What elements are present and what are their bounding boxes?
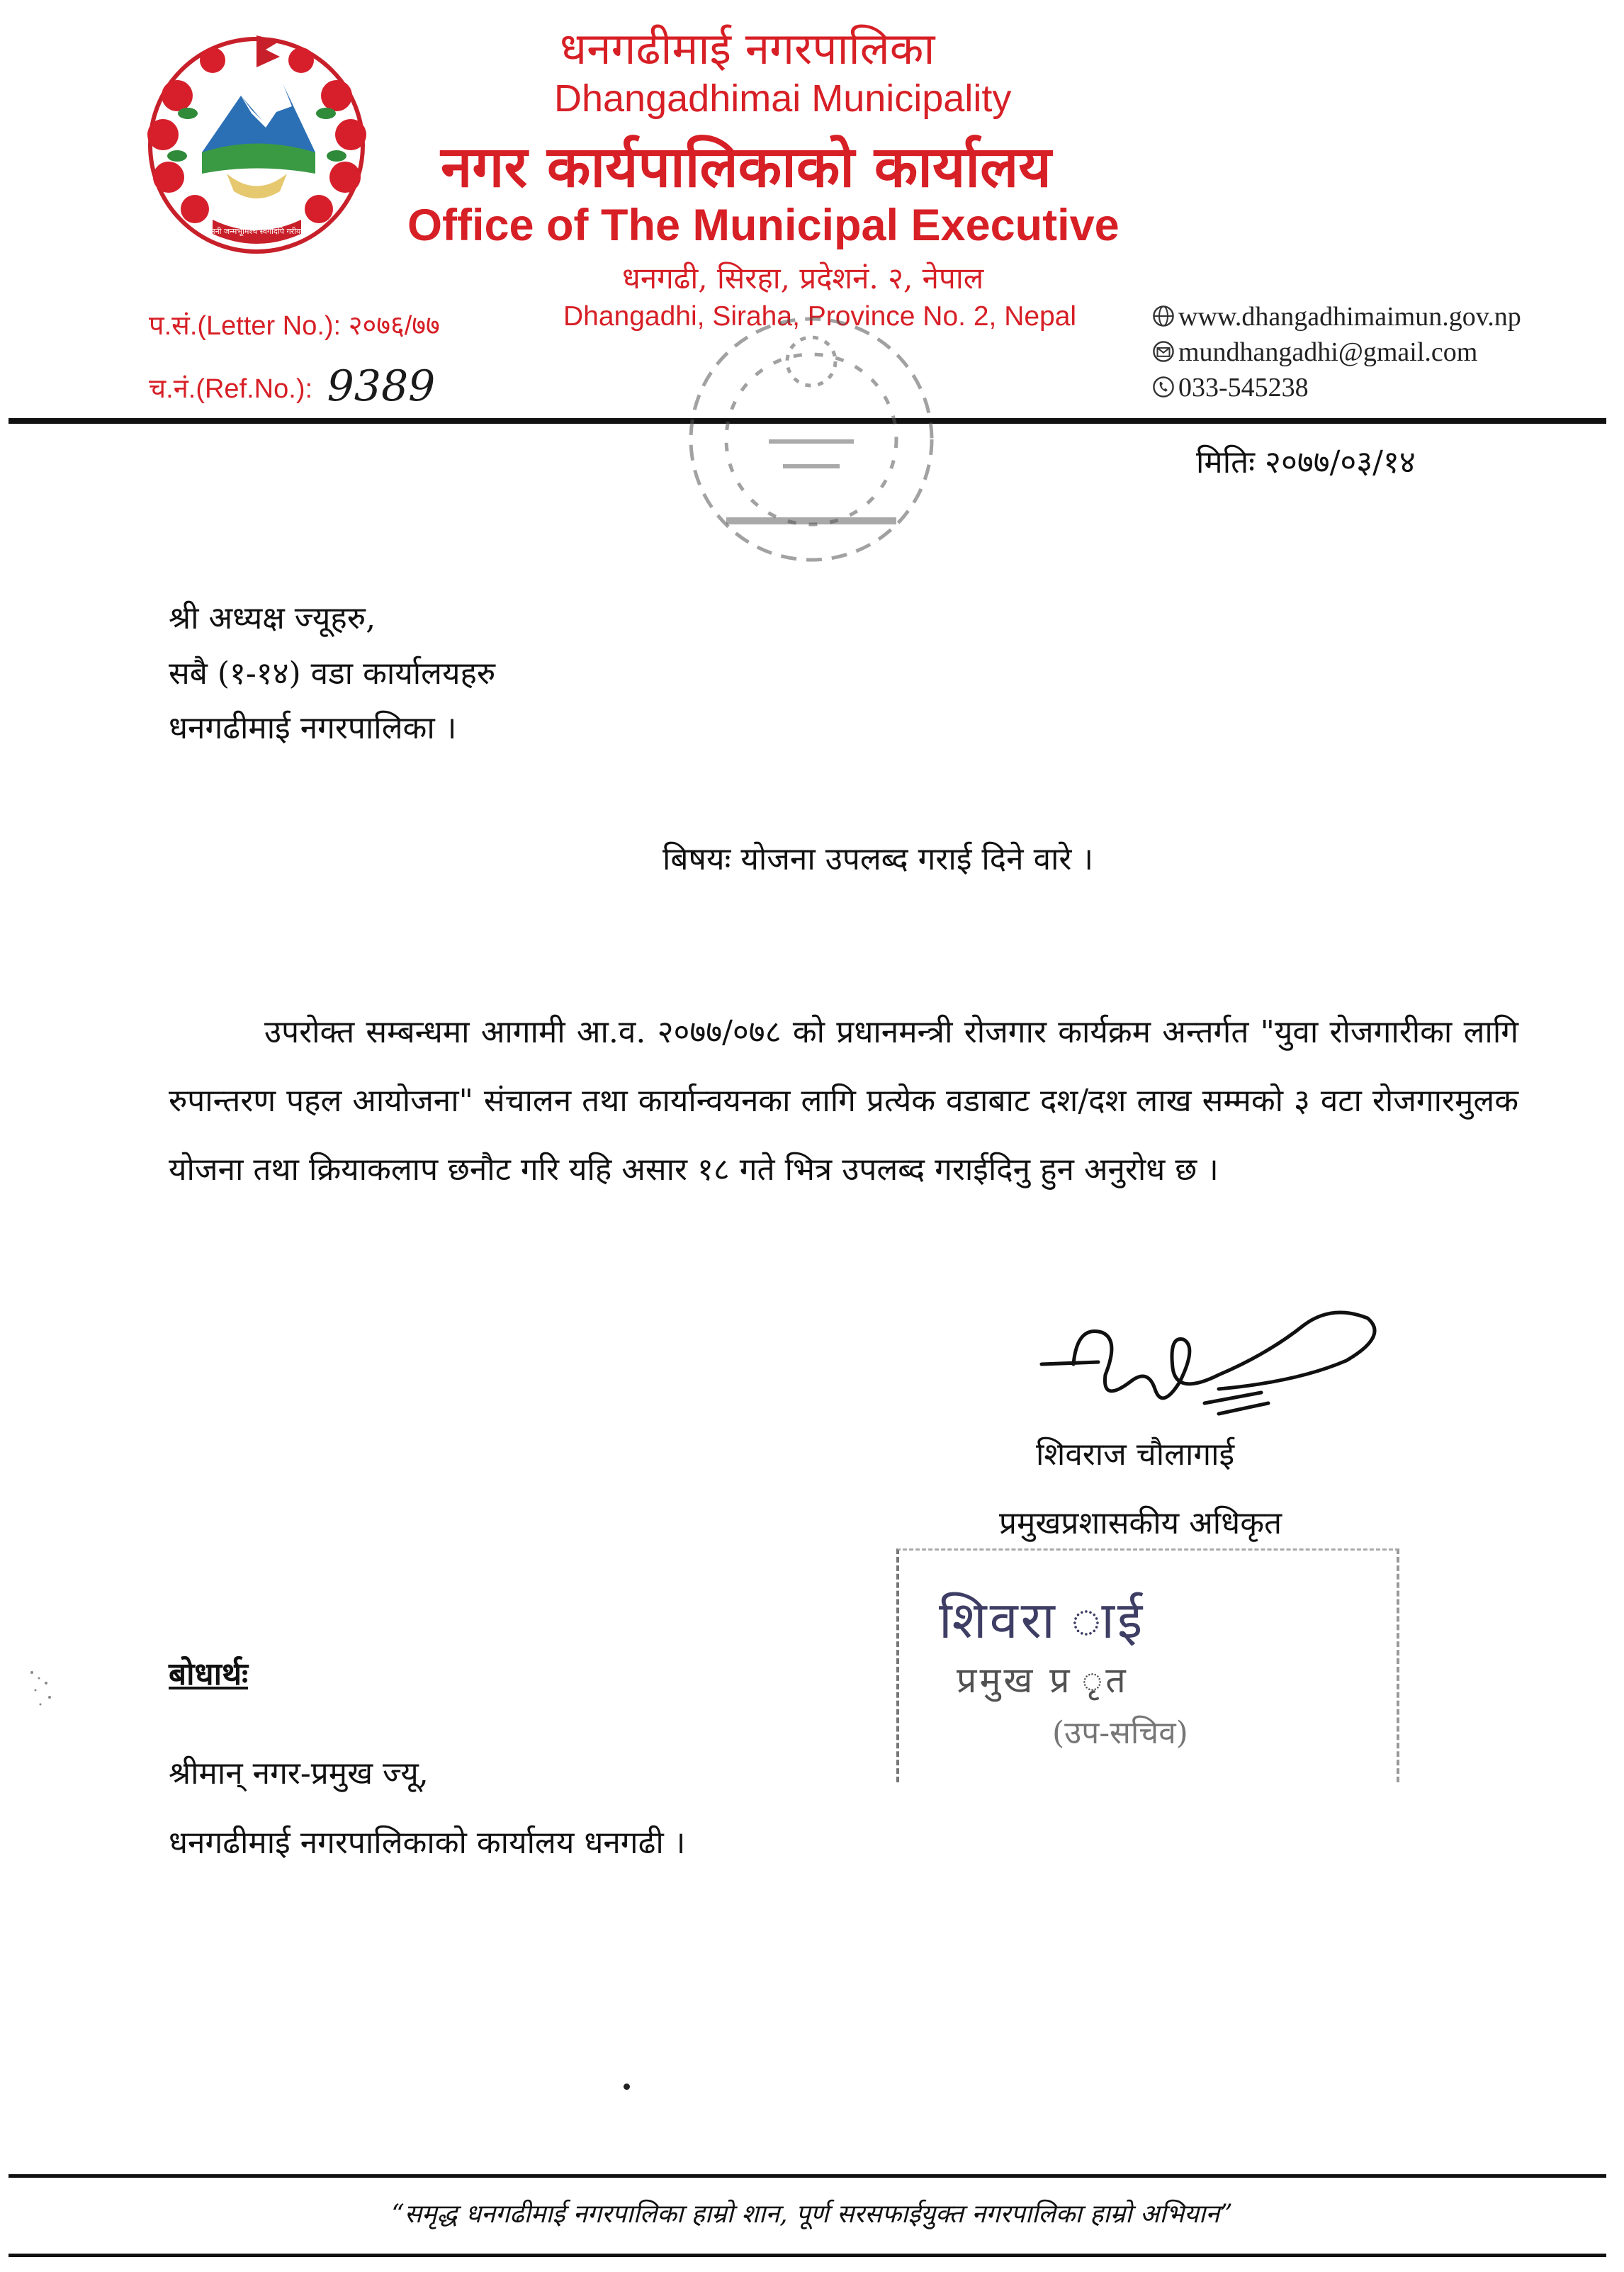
executive-office-english: Office of The Municipal Executive xyxy=(407,201,1120,250)
globe-icon xyxy=(1151,304,1175,328)
footer-slogan: “समृद्ध धनगढीमाई नगरपालिका हाम्रो शान, पूर्ण सरसफाईयुक्त नगरपालिका हाम्रो अभियान” xyxy=(391,2200,1233,2229)
official-name-stamp xyxy=(896,1548,1399,1782)
stamp-name: शिवरा ाई xyxy=(939,1590,1146,1650)
letter-number-value: २०७६/७७ xyxy=(348,311,440,341)
handwritten-signature xyxy=(1034,1297,1403,1439)
address-nepali: धनगढी, सिरहा, प्रदेशनं. २, नेपाल xyxy=(622,261,984,296)
phone-contact xyxy=(1151,372,1309,403)
scan-dot xyxy=(624,2083,630,2090)
letter-number-label: प.सं.(Letter No.): xyxy=(149,311,342,341)
reference-number xyxy=(149,361,435,411)
footer-divider-bottom xyxy=(9,2254,1606,2257)
office-name-english: Dhangadhimai Municipality xyxy=(554,77,1012,120)
website-text: www.dhangadhimaimun.gov.np xyxy=(1178,302,1521,332)
reference-number-value: 9389 xyxy=(327,361,436,411)
website-contact xyxy=(1151,301,1521,332)
phone-icon xyxy=(1151,375,1175,399)
phone-text: 033-545238 xyxy=(1178,373,1309,403)
nepal-emblem-logo xyxy=(135,28,379,255)
addressee-line-1: श्री अध्यक्ष ज्यूहरु, xyxy=(169,600,376,636)
signatory-name: शिवराज चौलागाई xyxy=(1036,1436,1235,1473)
stamp-rank: (उप-सचिव) xyxy=(1052,1715,1188,1751)
office-name-nepali: धनगढीमाई नगरपालिका xyxy=(560,23,935,74)
addressee-line-3: धनगढीमाई नगरपालिका । xyxy=(169,710,457,746)
signatory-title: प्रमुखप्रशासकीय अधिकृत xyxy=(999,1505,1282,1541)
executive-office-nepali: नगर कार्यपालिकाको कार्यालय xyxy=(441,133,1051,200)
email-text: mundhangadhi@gmail.com xyxy=(1178,337,1478,367)
cc-line-1: श्रीमान् नगर-प्रमुख ज्यू, xyxy=(169,1755,429,1792)
email-icon xyxy=(1151,339,1175,364)
letter-body: उपरोक्त सम्बन्धमा आगामी आ.व. २०७७/०७८ को प्रधानमन्त्री रोजगार कार्यक्रम अन्तर्गत "युवा रोजगारीका लागि रुपान्तरण पहल आयोजना" संचालन तथा कार्यान्वयनका लागि प्रत्येक वडाबाट दश/दश लाख सम्मको ३ वटा रोजगारमुलक योजना तथा क्रियाकलाप छनौट गरि यहि असार १८ गते भित्र उपलब्द गराईदिनु हुन अनुरोध छ । xyxy=(169,1014,1518,1188)
letter-number xyxy=(149,306,440,343)
email-contact xyxy=(1151,337,1477,368)
reference-number-label: च.नं.(Ref.No.): xyxy=(149,374,313,404)
footer-divider-top xyxy=(9,2174,1606,2178)
address-english: Dhangadhi, Siraha, Province No. 2, Nepal xyxy=(563,301,1077,332)
scan-speckle xyxy=(25,1665,60,1715)
letter-date: मितिः २०७७/०३/१४ xyxy=(1196,444,1416,480)
stamp-title: प्रमुख प्र ृत xyxy=(957,1660,1129,1701)
office-round-stamp xyxy=(670,305,953,574)
cc-label: बोधार्थः xyxy=(169,1656,248,1692)
cc-line-2: धनगढीमाई नगरपालिकाको कार्यालय धनगढी । xyxy=(169,1825,686,1861)
svg-text:जननी जन्मभूमिश्च स्वर्गादपि गर: जननी जन्मभूमिश्च स्वर्गादपि गरीयसी xyxy=(205,227,308,236)
addressee-line-2: सबै (१-१४) वडा कार्यालयहरु xyxy=(169,656,496,692)
letter-subject: बिषयः योजना उपलब्द गराई दिने वारे । xyxy=(662,841,1094,877)
